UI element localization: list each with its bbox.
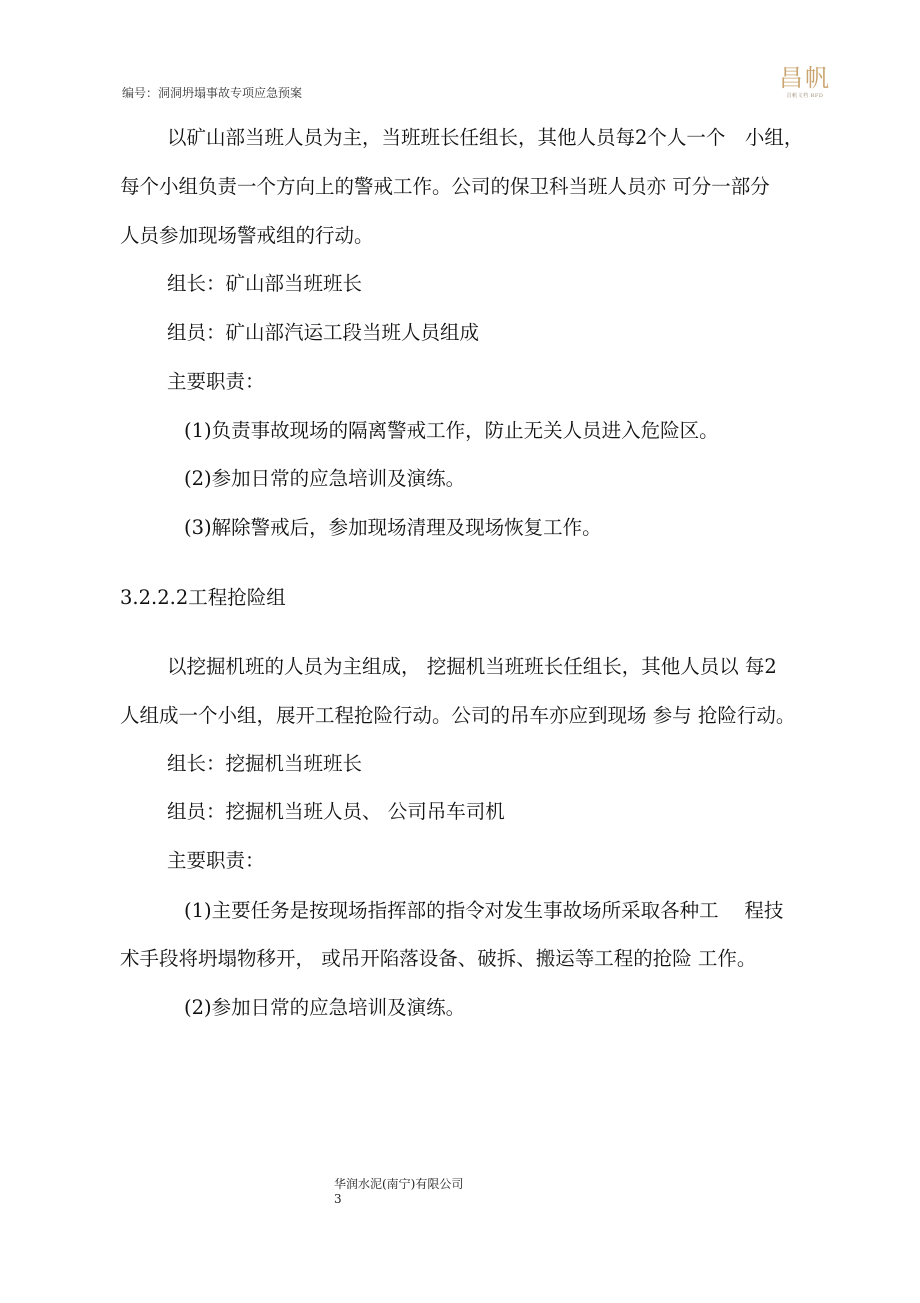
paragraph-line: 每个小组负责一个方向上的警戒工作。公司的保卫科当班人员亦 可分一部分 xyxy=(120,175,770,198)
members-line: 组员：矿山部汽运工段当班人员组成 xyxy=(167,321,480,344)
duties-heading: 主要职责： xyxy=(167,849,265,872)
paragraph-line: 以挖掘机班的人员为主组成， 挖掘机当班班长任组长，其他人员以 每2 xyxy=(167,655,777,678)
duties-heading: 主要职责： xyxy=(167,370,265,393)
paragraph-line: 以矿山部当班人员为主，当班班长任组长，其他人员每2个人一个 小组， xyxy=(167,126,804,149)
duty-item-continuation: 术手段将坍塌物移开， 或吊开陷落设备、破拆、搬运等工程的抢险 工作。 xyxy=(120,947,757,970)
duty-item: (1)主要任务是按现场指挥部的指令对发生事故场所采取各种工 程技 xyxy=(184,899,784,922)
leader-line: 组长：矿山部当班班长 xyxy=(167,272,363,295)
page-number: 3 xyxy=(334,1192,342,1206)
paragraph-line: 人员参加现场警戒组的行动。 xyxy=(120,224,374,247)
section-heading: 3.2.2.2工程抢险组 xyxy=(120,586,286,609)
brand-logo xyxy=(770,64,840,100)
paragraph-line: 人组成一个小组，展开工程抢险行动。公司的吊车亦应到现场 参与 抢险行动。 xyxy=(120,704,796,727)
duty-item: (1)负责事故现场的隔离警戒工作，防止无关人员进入危险区。 xyxy=(184,419,719,442)
logo-subtext: 昌帆文档 RFD xyxy=(786,93,824,99)
company-name: 华润水泥(南宁)有限公司 xyxy=(334,1177,464,1191)
duty-item: (2)参加日常的应急培训及演练。 xyxy=(184,996,466,1019)
document-code: 编号：洞洞坍塌事故专项应急预案 xyxy=(122,86,303,100)
duty-item: (2)参加日常的应急培训及演练。 xyxy=(184,467,466,490)
leader-line: 组长：挖掘机当班班长 xyxy=(167,752,363,775)
logo-mark: 昌帆 xyxy=(779,64,831,92)
members-line: 组员：挖掘机当班人员、 公司吊车司机 xyxy=(167,800,505,823)
duty-item: (3)解除警戒后，参加现场清理及现场恢复工作。 xyxy=(184,516,602,539)
